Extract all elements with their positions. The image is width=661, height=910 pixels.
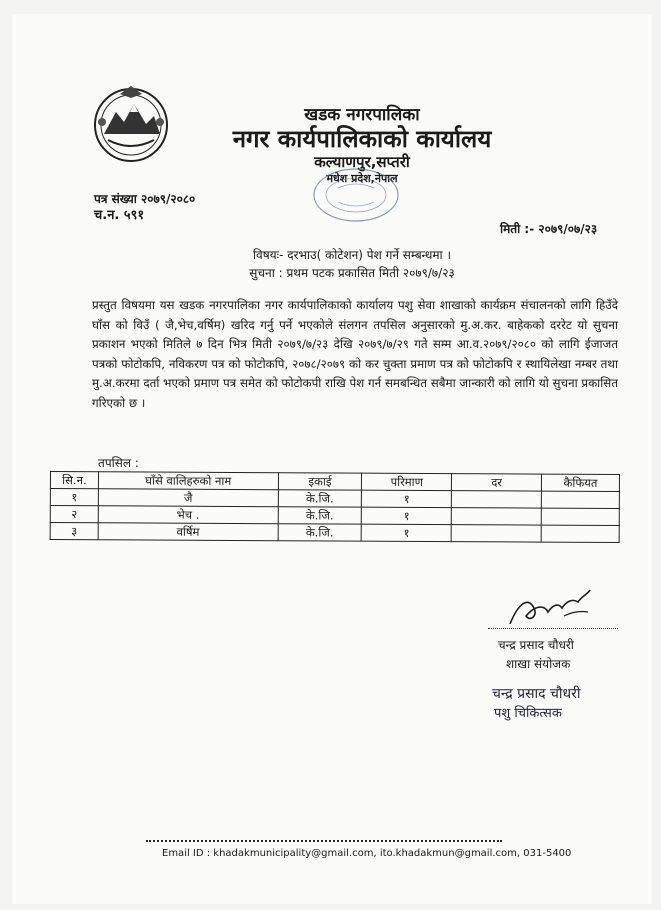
office-province: मधेश प्रदेश,नेपाल xyxy=(326,172,398,185)
cell-name: वर्षिम xyxy=(98,523,278,541)
cell-rate xyxy=(452,508,542,525)
signature-icon xyxy=(504,586,594,630)
municipality-name: खडक नगरपालिका xyxy=(304,105,420,125)
col-header-unit: इकाई xyxy=(278,473,362,490)
footer-divider xyxy=(146,840,502,842)
stamp-signatory-name: चन्द्र प्रसाद चौधरी xyxy=(492,686,581,702)
signatory-role: शाखा संयोजक xyxy=(506,657,571,671)
cell-unit: के.जि. xyxy=(278,507,362,524)
col-header-quantity: परिमाण xyxy=(362,473,452,490)
signatory-name: चन्द्र प्रसाद चौधरी xyxy=(498,638,574,652)
col-header-name: घाँसे वालिहरुको नाम xyxy=(98,472,278,490)
cell-sn: १ xyxy=(50,489,98,506)
cell-name: भेच . xyxy=(98,506,278,524)
office-stamp-icon xyxy=(312,166,400,224)
cell-sn: ३ xyxy=(50,523,98,540)
cell-sn: २ xyxy=(50,506,98,523)
notice-line: सुचना : प्रथम पटक प्रकासित मिती २०७९/७/२३ xyxy=(249,266,455,280)
notice-body: प्रस्तुत विषयमा यस खडक नगरपालिका नगर कार्यपालिकाको कार्यालय पशु सेवा शाखाको कार्यक्रम संचालनको लागि हिउँदे घाँस को विउँ ( जै,भेच,वर्षिम) खरिद गर्नु पर्ने भएकोले संलगन तपसिल अनुसारको मु.अ.कर. बाहेकको दररेट यो सुचना प्रकाशन भएको मितिले ७ दिन भित्र मिती २०७९/७/२३ देखि २०७९/७/२९ गते सम्म आ.व.२०७९/२०८० को लागि ईजाजत पत्रको फोटोकपि, नविकरण पत्र को फोटोकपि, २०७८/२०७९ को कर चुक्ता प्रमाण पत्र को फोटोकपि र स्थायिलेखा नम्बर तथा मु.अ.करमा दर्ता भएको प्रमाण पत्र समेत को फोटोकपी राखि पेश गर्न समबन्धित सबैमा जान्कारी को लागि यो सुचना प्रकासित गरिएको छ । xyxy=(92,298,618,410)
table-row xyxy=(50,523,619,543)
footer-contact: Email ID : khadakmunicipality@gmail.com, ito.khadakmun@gmail.com, 031-5400 xyxy=(162,848,572,859)
cell-quantity: १ xyxy=(362,507,452,524)
nepal-emblem-icon xyxy=(90,82,172,164)
col-header-sn: सि.न. xyxy=(50,472,98,489)
cell-unit: के.जि. xyxy=(278,524,362,541)
cell-quantity: १ xyxy=(362,490,452,507)
subject-line: विषयः- दरभाउ( कोटेशन) पेश गर्ने सम्बन्धमा । xyxy=(252,248,452,262)
office-location: कल्याणपुर,सप्तरी xyxy=(314,153,410,171)
cell-remarks xyxy=(541,525,619,542)
cell-unit: के.जि. xyxy=(278,490,362,507)
col-header-rate: दर xyxy=(452,474,542,491)
cell-remarks xyxy=(541,491,619,508)
cell-rate xyxy=(452,491,542,508)
stamp-signatory-role: पशु चिकित्सक xyxy=(494,706,562,721)
items-table xyxy=(50,471,620,543)
signature-line xyxy=(488,628,618,629)
cell-quantity: १ xyxy=(362,524,452,541)
letter-date: मिती :- २०७९/०७/२३ xyxy=(500,222,598,236)
col-header-remarks: कैफियत xyxy=(541,474,619,491)
cell-rate xyxy=(451,525,541,542)
cell-name: जै xyxy=(98,489,278,507)
dispatch-number: च.न. ५९१ xyxy=(94,208,145,223)
schedule-label: तपसिल : xyxy=(98,456,139,470)
office-title: नगर कार्यपालिकाको कार्यालय xyxy=(232,125,492,153)
document-page xyxy=(12,14,652,904)
cell-remarks xyxy=(541,508,619,525)
letter-number: पत्र संख्या २०७९/२०८० xyxy=(94,192,196,206)
